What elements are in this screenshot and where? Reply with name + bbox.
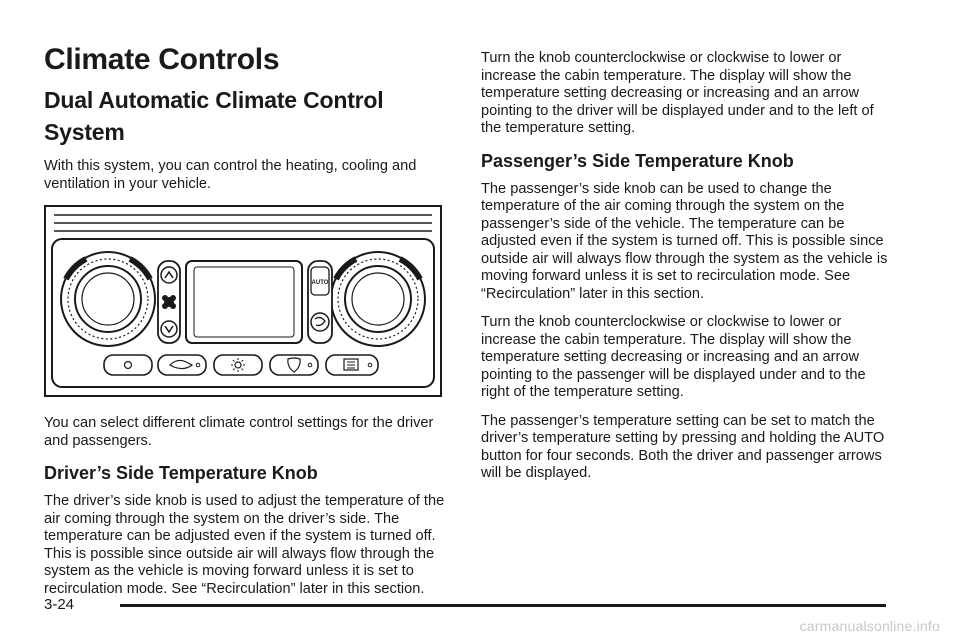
page-title: Climate Controls <box>44 43 280 76</box>
bottom-button-row <box>104 355 378 375</box>
page-number: 3-24 <box>44 596 75 613</box>
footer-rule <box>120 604 886 607</box>
passenger-knob-paragraph-3: The passenger’s temperature setting can be set to match the driver’s temperature setting by pressing and holding the AUTO button for four seconds. Both the driver and passenger arrows will be displayed. <box>481 412 885 481</box>
passenger-knob-paragraph-1: The passenger’s side knob can be used to change the temperature of the air coming through the system on the passenger’s side of the vehicle. The temperature can be adjusted even if the system is turned off. This is possible since outside air will always flow through the system as the vehicle is moving forward unless it is set to recirculation mode. See “Recirculation” later in this section. <box>481 180 888 302</box>
passenger-knob-heading: Passenger’s Side Temperature Knob <box>481 150 794 171</box>
driver-knob-paragraph-2: Turn the knob counterclockwise or clockwise to lower or increase the cabin temperature. The display will show the temperature setting decreasing or increasing and an arrow pointing to the driver will be displayed under and to the left of the temperature setting. <box>481 50 874 136</box>
passenger-temperature-knob-icon <box>331 252 425 346</box>
passenger-knob-paragraph-2: Turn the knob counterclockwise or clockwise to lower or increase the cabin temperature. The display will show the temperature setting decreasing or increasing and an arrow pointing to the passenger will be displayed under and to the right of the temperature setting. <box>481 314 866 400</box>
auto-label: AUTO <box>311 280 329 286</box>
driver-knob-paragraph-1: The driver’s side knob is used to adjust the temperature of the air coming through the system on the driver’s side. The temperature can be adjusted even if the system is turned off. This is possible since outside air will always flow through the system as the vehicle is moving forward unless it is set to recirculation mode. See “Recirculation” later in this section. <box>44 493 445 597</box>
intro-paragraph: With this system, you can control the heating, cooling and ventilation in your vehicle. <box>44 158 417 192</box>
auto-button-icon <box>311 267 329 295</box>
driver-knob-heading: Driver’s Side Temperature Knob <box>44 463 318 483</box>
watermark: carmanualsonline.info <box>799 618 940 634</box>
driver-temperature-knob-icon <box>61 252 155 346</box>
section-title: Dual Automatic Climate Control System <box>44 87 384 145</box>
right-column <box>481 50 893 494</box>
climate-control-panel-illustration <box>44 205 442 397</box>
left-column <box>44 40 449 598</box>
fan-icon <box>162 295 176 309</box>
after-figure-paragraph: You can select different climate control settings for the driver and passengers. <box>44 415 434 449</box>
